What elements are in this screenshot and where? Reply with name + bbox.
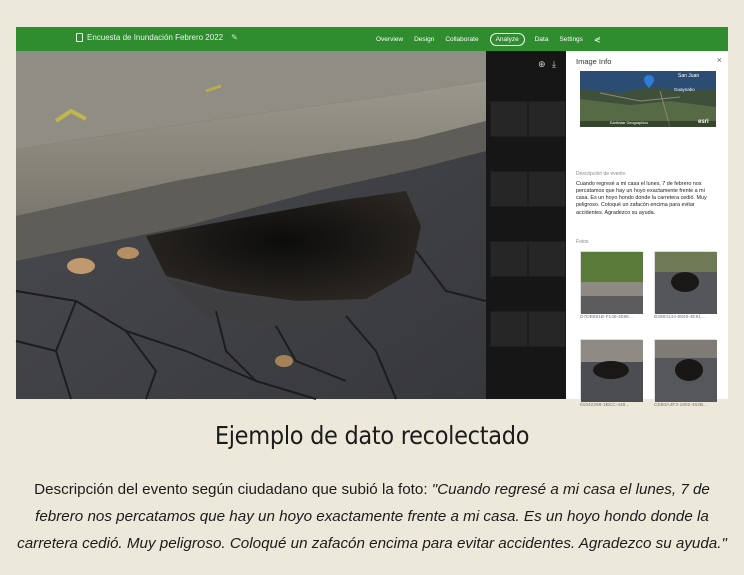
- zoom-icon[interactable]: ⊕: [538, 59, 546, 69]
- share-icon[interactable]: ⋞: [593, 34, 601, 44]
- nav-analyze[interactable]: Analyze: [490, 33, 525, 46]
- photo-label: B3983144-8848-4E81...: [654, 315, 705, 320]
- main-nav: [376, 30, 612, 48]
- map-credit: Earthstar Geographics: [610, 121, 648, 125]
- survey-title-text: Encuesta de Inundación Febrero 2022: [87, 33, 224, 42]
- photo-label: D7DB881B-F148-459E...: [580, 315, 634, 320]
- strip-thumbnail[interactable]: [528, 241, 566, 277]
- map-label-san-juan: San Juan: [678, 73, 700, 79]
- strip-thumbnail[interactable]: [490, 171, 528, 207]
- location-map[interactable]: [580, 71, 716, 127]
- main-photo: [16, 51, 486, 399]
- photo-label: 91542298-1BCC-448...: [580, 403, 630, 408]
- edit-icon[interactable]: ✎: [231, 33, 238, 42]
- close-icon[interactable]: ×: [716, 55, 722, 65]
- strip-thumbnail[interactable]: [528, 171, 566, 207]
- photo-label: CEB3A4F2-1802-462B...: [654, 403, 708, 408]
- panel-title: Image Info: [576, 57, 612, 66]
- strip-thumbnail[interactable]: [528, 101, 566, 137]
- photos-label: Fotos: [576, 239, 589, 245]
- strip-thumbnail[interactable]: [490, 241, 528, 277]
- map-pin-icon: [644, 75, 654, 88]
- photo-thumbnail[interactable]: [654, 251, 716, 313]
- survey-title[interactable]: [76, 33, 238, 42]
- strip-thumbnail[interactable]: [528, 311, 566, 347]
- image-info-panel: [566, 51, 728, 408]
- caption-title: Ejemplo de dato recolectado: [214, 421, 530, 450]
- photo-thumbnail[interactable]: [580, 251, 642, 313]
- top-navigation-bar: [16, 27, 728, 51]
- description-label: Descripción de evento: [576, 171, 626, 177]
- photo-strip: [486, 51, 566, 399]
- nav-collaborate[interactable]: Collaborate: [445, 35, 479, 43]
- caption-lead: Descripción del evento según ciudadano que subió la foto:: [34, 481, 432, 498]
- esri-logo: esri: [698, 119, 709, 125]
- nav-overview[interactable]: Overview: [376, 35, 404, 43]
- caption-body: [12, 476, 732, 557]
- description-text: Cuando regresé a mi casa el lunes, 7 de febrero nos percatamos que hay un hoyo exactamente frente a mi casa. Es un hoyo hondo donde la carretera cedió. Muy peligroso. Coloqué un zafacón encima para evitar accidentes. Agradezco su ayuda.: [576, 181, 707, 216]
- map-label-guaynabo: Guaynabo: [674, 87, 695, 92]
- download-icon[interactable]: ⤓: [552, 59, 556, 69]
- app-screenshot: [16, 27, 728, 408]
- nav-design[interactable]: Design: [414, 35, 435, 43]
- strip-thumbnail[interactable]: [490, 311, 528, 347]
- nav-data[interactable]: Data: [534, 35, 549, 43]
- document-icon: [76, 33, 83, 42]
- photo-thumbnail[interactable]: [580, 339, 642, 401]
- nav-settings[interactable]: Settings: [559, 35, 583, 43]
- photo-thumbnail[interactable]: [654, 339, 716, 401]
- caption-quote: "Cuando regresé a mi casa el lunes, 7 de febrero nos percatamos que hay un hoyo exactamente frente a mi casa. Es un hoyo hondo donde la carretera cedió. Muy peligroso. Coloqué un zafacón encima para evitar accidentes. Agradezco su ayuda.": [17, 481, 727, 552]
- strip-thumbnail[interactable]: [490, 101, 528, 137]
